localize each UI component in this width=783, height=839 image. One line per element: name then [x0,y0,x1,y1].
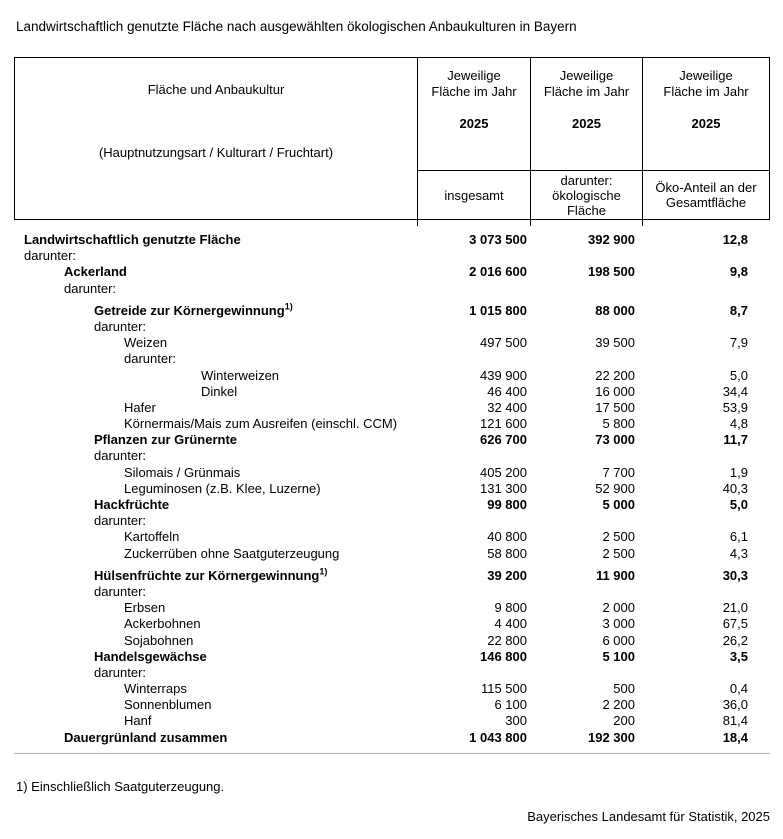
row-total [417,351,530,367]
row-label [14,319,417,335]
table-row [14,616,770,632]
row-label-text: Pflanzen zur Grünernte [94,432,238,448]
row-share: 11,7 [723,432,748,448]
table-row [14,448,770,464]
row-organic: 392 900 [588,232,635,247]
table-row [14,335,770,351]
row-total: 22 800 [487,632,527,648]
row-label-text: Landwirtschaftlich genutzte Fläche [24,232,241,247]
row-total [417,448,530,464]
header-col-share [643,58,769,170]
row-label [14,416,417,432]
table-row [14,730,770,746]
row-total: 39 200 [487,567,527,583]
row-organic: 198 500 [588,264,635,280]
row-share: 7,9 [729,335,748,351]
row-label [14,384,417,400]
row-share: 5,0 [729,497,748,512]
source-credit: Bayerisches Landesamt für Statistik, 2025 [527,809,770,824]
row-label [14,616,417,632]
row-organic [530,665,642,681]
header-label-line1: Fläche und Anbaukultur [147,82,285,97]
row-organic [530,513,642,529]
row-label-text: Handelsgewächse [94,648,207,664]
row-total: 131 300 [480,480,527,496]
row-share [642,448,770,464]
row-total: 3 073 500 [469,232,527,247]
row-share: 3,5 [729,648,748,664]
row-share: 4,8 [729,416,748,432]
table-row [14,568,770,584]
row-share: 9,8 [729,264,748,280]
row-label-text: Erbsen [124,600,166,616]
row-label-text: darunter: [94,664,147,680]
row-label [14,448,417,464]
row-label [14,481,417,497]
table-row [14,232,770,248]
header-col-total [418,58,530,170]
row-label-text: Hackfrüchte [94,497,170,512]
table-row [14,281,770,297]
row-organic: 39 500 [595,335,635,351]
row-organic: 17 500 [595,399,635,415]
row-total: 1 043 800 [469,729,527,745]
table-row [14,513,770,529]
header-year: 2025 [572,116,601,131]
row-total [417,665,530,681]
table-row [14,697,770,713]
row-total: 300 [505,713,527,729]
row-share [642,665,770,681]
row-organic: 192 300 [588,729,635,745]
row-label-text: Kartoffeln [124,529,180,545]
row-label [14,568,417,584]
row-label [14,400,417,416]
row-label [14,232,417,248]
row-organic: 6 000 [602,632,635,648]
row-label [14,281,417,297]
row-label-text: Zuckerrüben ohne Saatguterzeugung [124,545,340,561]
header-measure-organic: darunter: ökologische Fläche [552,172,621,218]
header-measure-total: insgesamt [444,187,504,203]
row-label [14,529,417,545]
row-label [14,335,417,351]
row-label-text: Leguminosen (z.B. Klee, Luzerne) [124,480,321,496]
row-label-text: darunter: [64,280,117,296]
table-row [14,351,770,367]
row-label [14,303,417,319]
table-header [14,57,770,220]
row-organic: 2 200 [602,697,635,713]
row-label [14,697,417,713]
row-label [14,248,417,264]
header-period-label: Jeweilige Fläche im Jahr [543,68,630,99]
row-share: 4,3 [729,545,748,561]
table-row [14,529,770,545]
table-row [14,319,770,335]
row-share: 34,4 [722,383,748,399]
row-organic: 52 900 [595,480,635,496]
row-total: 2 016 600 [469,264,527,280]
row-label-text: Winterraps [124,681,187,697]
column-divider-tick [530,219,531,226]
row-label [14,730,417,746]
row-label [14,432,417,448]
row-label [14,465,417,481]
row-total: 46 400 [487,383,527,399]
table-row [14,584,770,600]
table-row [14,465,770,481]
row-share: 1,9 [729,464,748,480]
row-organic: 22 200 [595,367,635,383]
row-share: 26,2 [722,632,748,648]
row-share: 21,0 [722,600,748,616]
row-label-text: darunter: [94,513,147,529]
row-organic: 2 500 [602,529,635,545]
row-label [14,633,417,649]
row-share: 0,4 [729,681,748,697]
column-divider-tick [417,219,418,226]
footnote: 1) Einschließlich Saatguterzeugung. [16,779,225,794]
row-organic: 200 [613,713,635,729]
row-organic: 500 [613,681,635,697]
row-label [14,368,417,384]
row-total: 439 900 [480,367,527,383]
header-label-column [15,58,417,219]
row-organic: 5 100 [602,648,635,664]
table-row [14,264,770,280]
table-row [14,713,770,729]
row-label [14,264,417,280]
table-row [14,633,770,649]
row-share: 67,5 [722,616,748,632]
table-row [14,600,770,616]
row-label [14,584,417,600]
row-total: 40 800 [487,529,527,545]
table-row [14,665,770,681]
table-row [14,303,770,319]
row-label [14,681,417,697]
header-col-organic [531,58,642,170]
row-label-text: Dauergrünland zusammen [64,729,228,745]
table-bottom-divider [14,753,770,754]
table-row [14,400,770,416]
row-label-text: darunter: [124,351,177,367]
row-share [642,248,770,264]
header-period-label: Jeweilige Fläche im Jahr [663,68,749,99]
row-organic: 88 000 [595,302,635,318]
row-share [642,319,770,335]
row-total [417,513,530,529]
row-label [14,713,417,729]
table-row [14,384,770,400]
header-year: 2025 [691,116,721,131]
row-label [14,649,417,665]
row-label-text: darunter: [94,448,147,464]
row-organic: 5 800 [602,416,635,432]
row-organic: 16 000 [595,383,635,399]
row-label-text: Hanf [124,713,152,729]
row-label-text: Getreide zur Körnergewinnung [94,302,285,318]
row-organic: 11 900 [595,567,635,583]
row-total [417,281,530,297]
table-row [14,416,770,432]
table-row [14,432,770,448]
table-body [14,232,770,746]
row-label-text: Sonnenblumen [124,697,212,713]
table-row [14,497,770,513]
row-label [14,497,417,513]
row-organic: 2 500 [602,545,635,561]
row-total: 4 400 [494,616,527,632]
page-title: Landwirtschaftlich genutzte Fläche nach ausgewählten ökologischen Anbaukulturen in Bayern [16,19,577,34]
row-organic [530,448,642,464]
row-total: 99 800 [487,497,527,512]
table-row [14,649,770,665]
row-organic: 3 000 [602,616,635,632]
row-share: 8,7 [729,302,748,318]
row-organic: 7 700 [602,464,635,480]
row-share: 30,3 [722,567,748,583]
row-total: 146 800 [480,648,527,664]
table-row [14,481,770,497]
row-label-text: darunter: [24,248,77,264]
row-label-text: Weizen [124,335,168,351]
row-share: 12,8 [722,232,748,247]
row-total [417,584,530,600]
footnote-marker: 1) [284,301,293,312]
row-share [642,281,770,297]
row-total: 6 100 [494,697,527,713]
row-total: 9 800 [494,600,527,616]
row-label-text: Ackerbohnen [124,616,201,632]
row-organic [530,584,642,600]
row-total: 497 500 [480,335,527,351]
column-divider-tick [642,219,643,226]
row-total: 626 700 [480,432,527,448]
table-row [14,368,770,384]
table-row [14,546,770,562]
row-share: 40,3 [722,480,748,496]
row-label-text: Hülsenfrüchte zur Körnergewinnung [94,567,320,583]
row-share [642,351,770,367]
row-organic [530,248,642,264]
row-label-text: Silomais / Grünmais [124,464,241,480]
row-share [642,513,770,529]
row-label-text: darunter: [94,583,147,599]
row-share: 36,0 [722,697,748,713]
row-total [417,248,530,264]
row-label-text: Ackerland [64,264,127,280]
row-label-text: Sojabohnen [124,632,194,648]
row-label-text: Dinkel [201,383,238,399]
row-share: 53,9 [722,399,748,415]
row-label-text: Winterweizen [201,367,280,383]
row-total: 121 600 [480,416,527,432]
row-label [14,546,417,562]
header-label-line2: (Hauptnutzungsart / Kulturart / Fruchtart) [98,145,334,160]
header-year: 2025 [459,116,489,131]
row-label-text: darunter: [94,318,147,334]
row-share: 81,4 [722,713,748,729]
row-total: 1 015 800 [469,302,527,318]
row-total: 32 400 [487,399,527,415]
row-label-text: Hafer [124,399,156,415]
row-total: 405 200 [480,464,527,480]
row-organic: 73 000 [595,432,635,448]
row-label [14,600,417,616]
table-row [14,248,770,264]
row-organic: 2 000 [602,600,635,616]
row-share: 5,0 [729,367,748,383]
row-organic [530,319,642,335]
row-label-text: Körnermais/Mais zum Ausreifen (einschl. CCM) [124,416,398,432]
header-period-label: Jeweilige Fläche im Jahr [431,68,517,99]
row-total: 115 500 [480,681,527,697]
row-organic: 5 000 [602,497,635,512]
row-label [14,665,417,681]
row-total [417,319,530,335]
row-share: 6,1 [729,529,748,545]
header-measure-share: Öko-Anteil an der Gesamtfläche [655,180,757,210]
row-share [642,584,770,600]
table-row [14,681,770,697]
row-total: 58 800 [487,545,527,561]
row-organic [530,351,642,367]
footnote-marker: 1) [319,566,328,577]
row-share: 18,4 [722,729,748,745]
row-label [14,351,417,367]
row-organic [530,281,642,297]
row-label [14,513,417,529]
